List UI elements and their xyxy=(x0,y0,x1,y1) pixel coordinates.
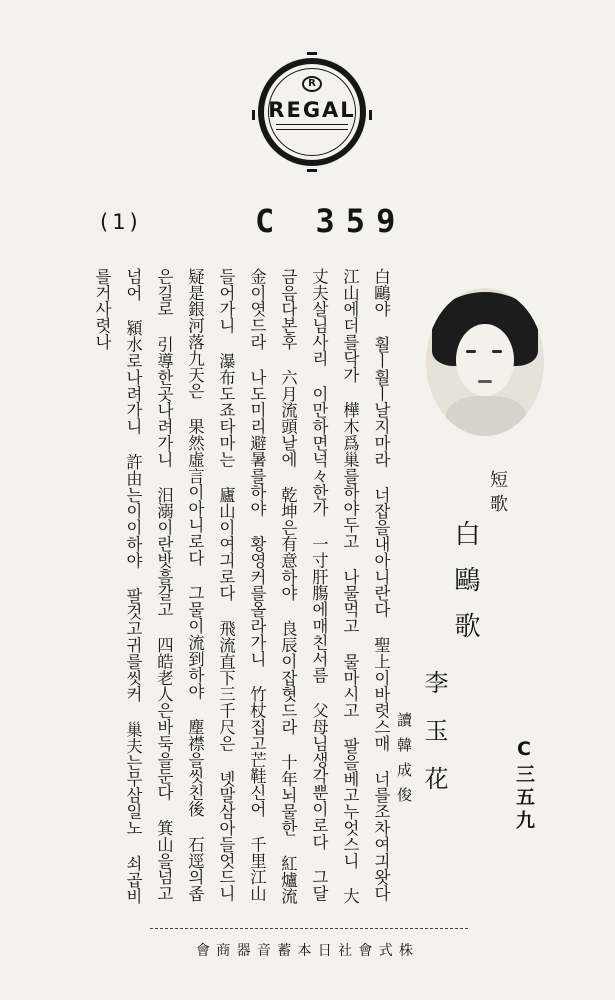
lyric-line: 를거사렷나 xyxy=(92,268,112,350)
lyric-line: 들어가니 瀑布도죠타마는 廬山이여긔로다 飛流直下三千尺은 녯말삼아들엇드니 xyxy=(216,268,236,902)
lyric-line: 은길로 引導한곳나려가니 汨溺이란밧흘갈고 四皓老人은바둑을둔다 箕山을넘고 xyxy=(154,268,174,902)
lyric-line: 江山에더를닥가 樺木爲巢를하야두고 나물먹고 물마시고 팔을베고누엇스니 大 xyxy=(340,268,360,905)
catalog-number: C 359 xyxy=(255,202,407,240)
singer-name: 李玉花 xyxy=(420,670,448,814)
reader-credit xyxy=(396,712,411,812)
lyric-line: 疑是銀河落九天은 果然虛言이아니로다 그물이流到하야 塵襟을씻친後 石逕의좁 xyxy=(185,268,205,902)
lyric-line: 금음다본후 六月流頭날에 乾坤은有意하야 良辰이잡혓드라 十年뇌물한 紅爐流 xyxy=(278,268,298,905)
song-title: 白鷗歌 xyxy=(450,520,480,658)
logo-tagline-bar xyxy=(276,124,348,130)
footer-divider xyxy=(150,928,468,929)
lyric-line: 金이엿드라 나도미리避暑를하야 황영커를올라가니 竹杖집고芒鞋신어 千里江山 xyxy=(247,268,267,902)
song-genre: 短歌 xyxy=(487,470,508,518)
reader-label: 讀 xyxy=(395,712,413,737)
regal-logo xyxy=(258,58,366,166)
reader-name: 韓成俊 xyxy=(395,737,413,812)
singer-portrait xyxy=(426,288,544,436)
brand-name: REGAL xyxy=(268,98,356,122)
crown-icon: R xyxy=(302,76,322,92)
page-number: (1) xyxy=(100,210,142,234)
publisher-name: 會商器音蓄本日社會式株 xyxy=(196,943,420,959)
lyric-line: 넘어 潁水로나려가니 許由는이이하야 팔것고귀를씻커 巢夫는무삼일노 쇠곱비 xyxy=(123,268,143,905)
lyric-line: 白鷗야 훨ㅣ훨ㅣ날지마라 너잡을내아니란다 聖上이바렷스매 너를조차여긔왓다 xyxy=(371,268,391,902)
lyric-line: 丈夫살님사리 이만하면넉々한가 一寸肝膓에매친서름 父母님생각뿐이로다 그달 xyxy=(309,268,329,902)
side-catalog-code: C三五九 xyxy=(513,738,535,833)
